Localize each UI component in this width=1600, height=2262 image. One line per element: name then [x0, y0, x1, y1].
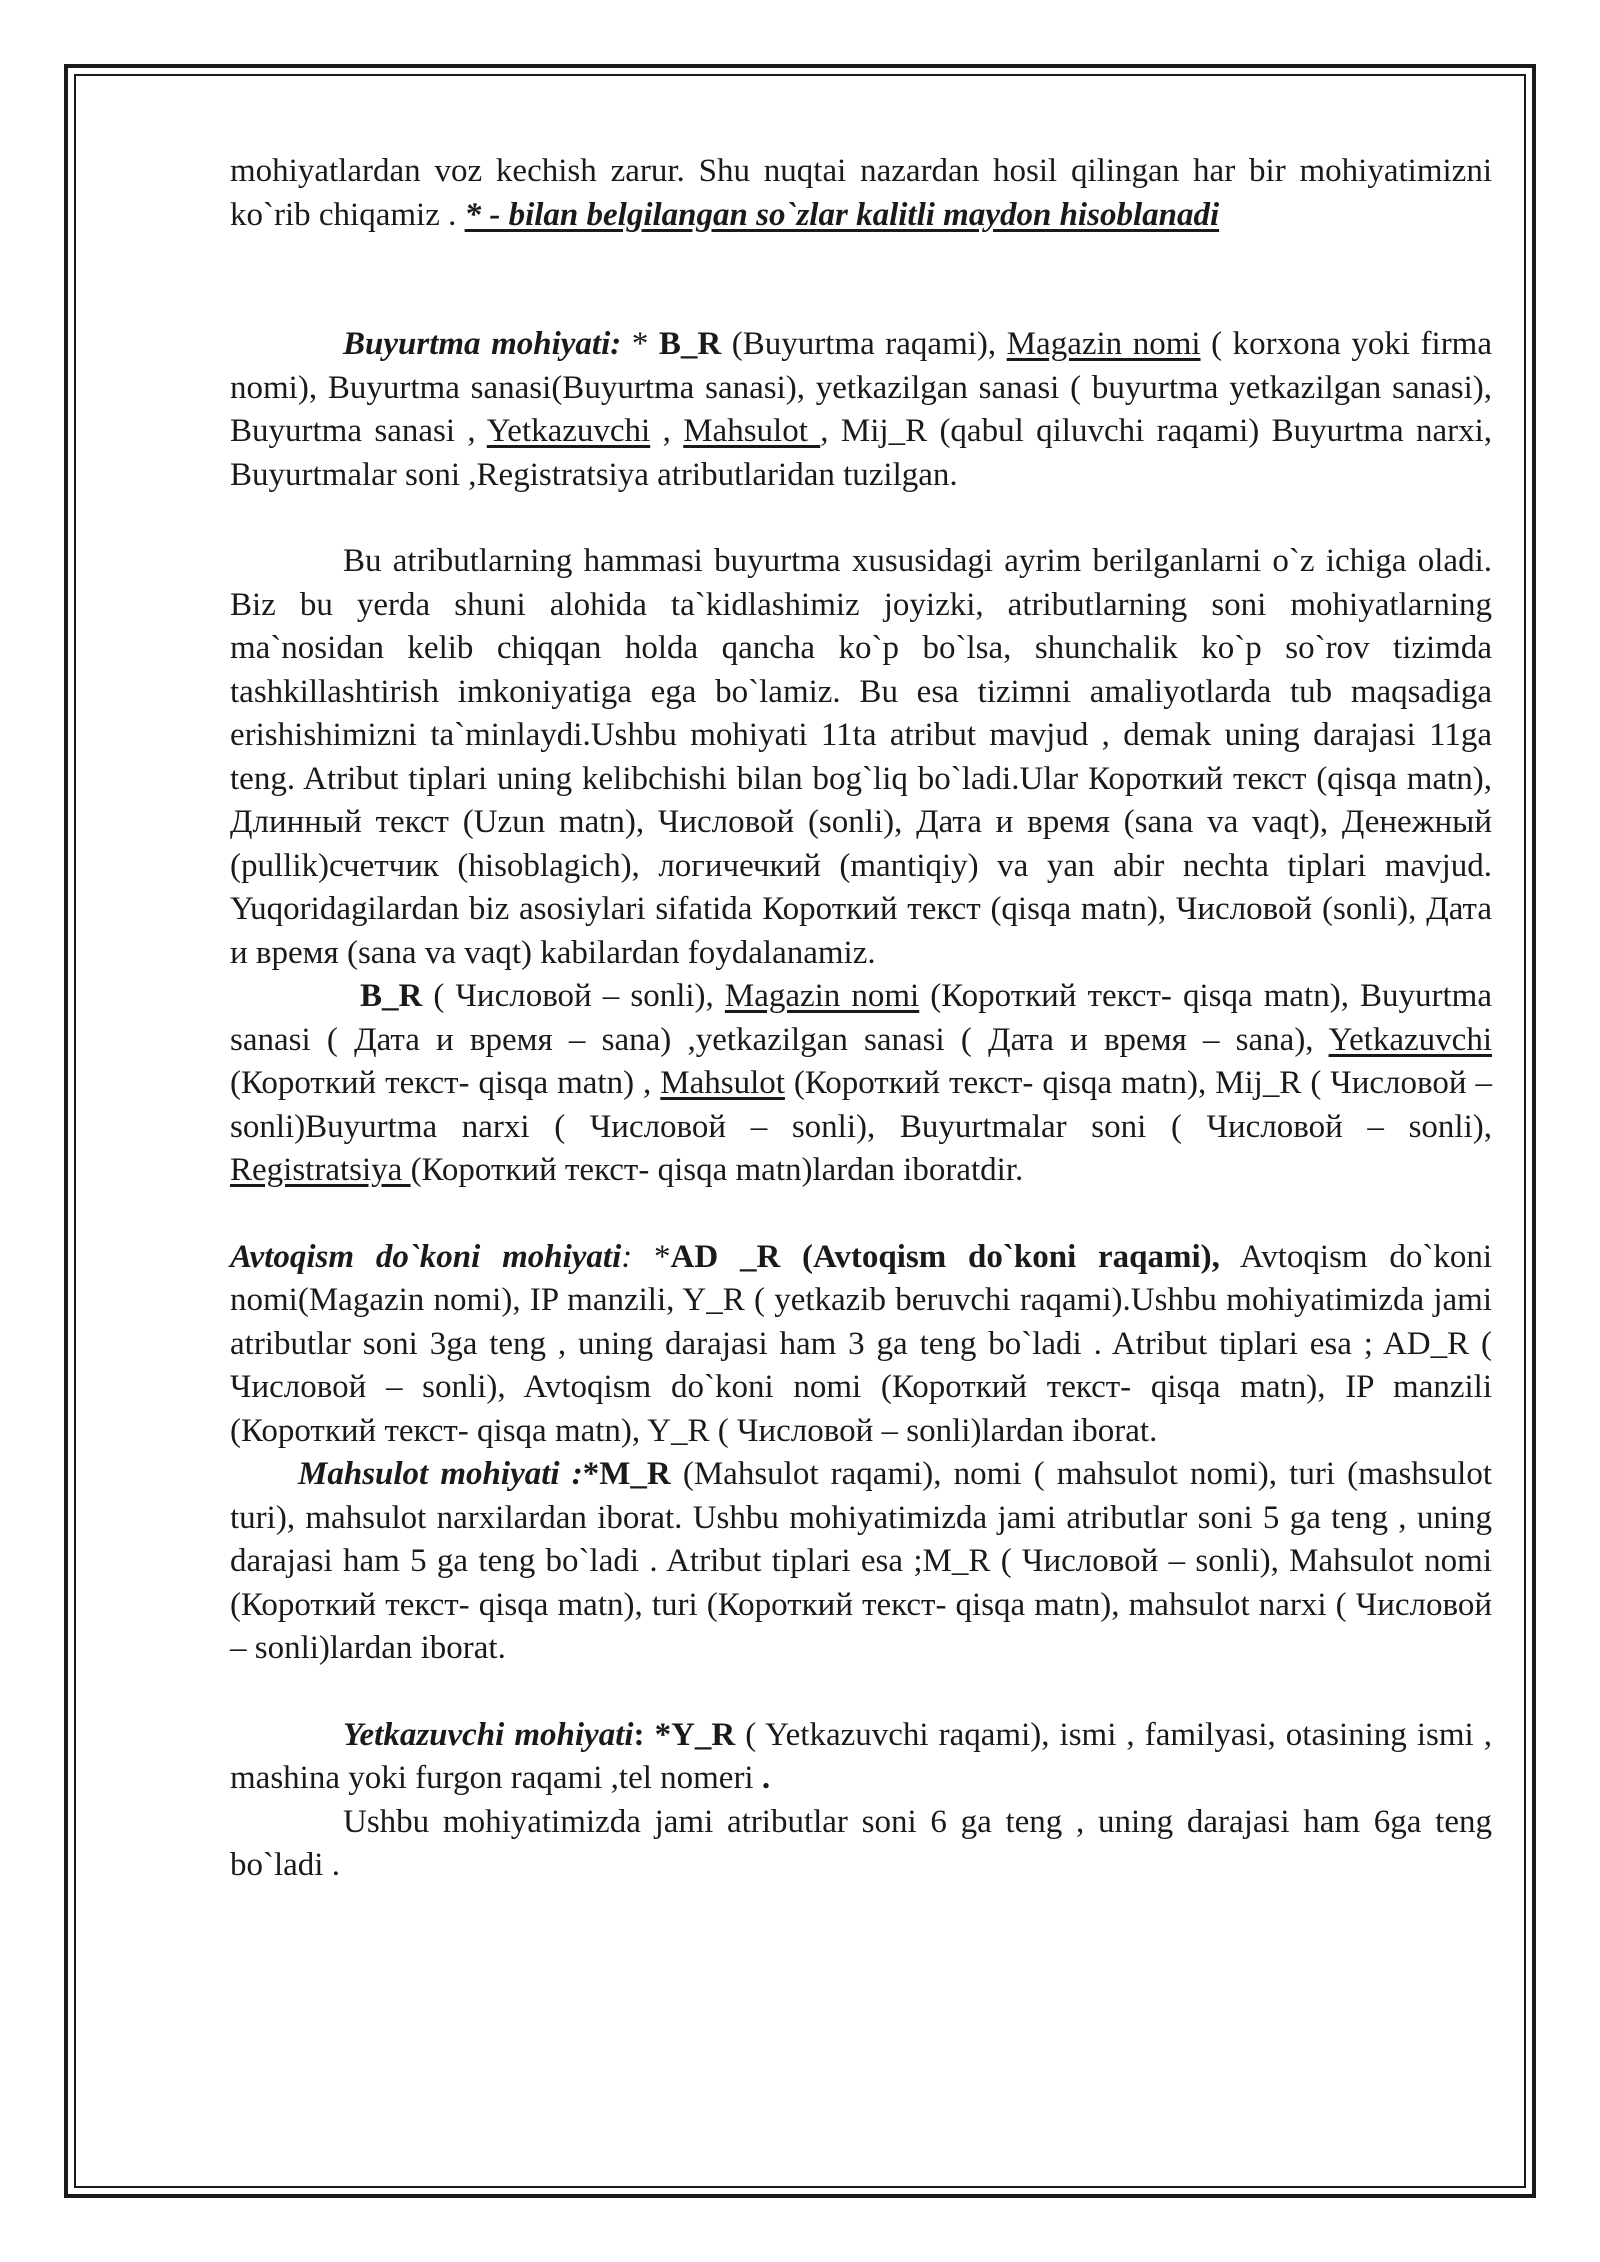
paragraph-avtoqism — [230, 1236, 1492, 1454]
text-run — [645, 1717, 655, 1753]
text-run: (Mahsulot raqami), nomi ( mahsulot nomi), turi (mashsulot turi), mahsulot narxilardan iborat. Ushbu mohiyatimizda jami atributlar soni 5 ga teng , uning darajasi ham 5 ga teng bo`ladi . Atribut tiplari esa ;M_R ( Числовой – sonli), Mahsulot nomi (Короткий текст- qisqa matn), turi (Короткий текст- qisqa matn), mahsulot narxi ( Числовой – sonli)lardan iborat. — [230, 1456, 1492, 1666]
avtoqism-heading: Avtoqism do`koni mohiyati — [230, 1238, 622, 1275]
underlined-yetkazuvchi: Yetkazuvchi — [1328, 1021, 1492, 1058]
text-run: Avtoqism do`koni nomi(Magazin nomi), IP manzili, Y_R ( yetkazib beruvchi raqami).Ushbu mohiyatimizda jami atributlar soni 3ga teng , uning darajasi ham 3 ga teng bo`ladi . Atribut tiplari esa ; AD_R ( Числовой – sonli), Avtoqism do`koni nomi (Короткий текст- qisqa matn), IP manzili (Короткий текст- qisqa matn), Y_R ( Числовой – sonli)lardan iborat. — [230, 1238, 1492, 1449]
text-run: , — [650, 413, 684, 449]
text-run: ( Yetkazuvchi raqami), ismi , familyasi, otasining ismi , mashina yoki furgon raqami ,tel nomeri — [230, 1716, 1492, 1796]
text-run: (Короткий текст- qisqa matn) , — [230, 1065, 661, 1101]
text-run: : — [621, 1238, 633, 1275]
text-run: * — [621, 326, 659, 362]
paragraph-mahsulot — [230, 1453, 1492, 1671]
paragraph-atribut-tiplari — [230, 975, 1492, 1193]
underlined-yetkazuvchi: Yetkazuvchi — [486, 413, 651, 449]
mahsulot-key: *M_R — [582, 1456, 671, 1492]
paragraph-atributlar: Bu atributlarning hammasi buyurtma xususidagi ayrim berilganlarni o`z ichiga oladi. Biz bu yerda shuni alohida ta`kidlashimiz joyizki, atributlarning soni mohiyatlarning ma`nosidan kelib chiqqan holda qancha ko`p bo`lsa, shunchalik ko`p so`rov tizimda tashkillashtirish imkoniyatiga ega bo`lamiz. Bu esa tizimni amaliyotlarda tub maqsadiga erishishimizni ta`minlaydi.Ushbu mohiyati 11ta atribut mavjud , demak uning darajasi 11ga teng. Atribut tiplari uning kelibchishi bilan bog`liq bo`ladi.Ular Короткий текст (qisqa matn), Длинный текст (Uzun matn), Числовой (sonli), Дата и время (sana va vaqt), Денежный (pullik)счетчик (hisoblagich), логичечкий (mantiqiy) va yan abir nechta tiplari mavjud. Yuqoridagilardan biz asosiylari sifatida Короткий текст (qisqa matn), Числовой (sonli), Дата и время (sana va vaqt) kabilardan foydalanamiz. — [230, 543, 1492, 971]
intro-text: mohiyatlardan voz kechish zarur. Shu nuqtai nazardan hosil qilingan har bir mohiyatimizni ko`rib chiqamiz . — [230, 153, 1492, 233]
yetkazuvchi-heading: Yetkazuvchi mohiyati — [343, 1716, 634, 1753]
text-run: ( korxona yoki firma nomi), Buyurtma sanasi(Buyurtma sanasi), yetkazilgan sanasi ( buyurtma yetkazilgan sanasi), Buyurtma sanasi , — [230, 326, 1492, 449]
buyurtma-key: B_R — [658, 326, 722, 362]
underlined-magazin-nomi: Magazin nomi — [724, 978, 920, 1014]
text-run: * — [632, 1238, 671, 1275]
paragraph-yetkazuvchi — [230, 1714, 1492, 1801]
br-key: B_R — [360, 978, 423, 1014]
underlined-mahsulot: Mahsulot — [683, 413, 821, 449]
underlined-magazin-nomi: Magazin nomi — [1006, 326, 1201, 362]
paragraph-buyurtma — [230, 323, 1492, 497]
text-run: : — [633, 1716, 645, 1753]
spacer — [230, 497, 1492, 540]
text-run: (Короткий текст- qisqa matn), Buyurtma sanasi ( Дата и время – sana) ,yetkazilgan sanasi ( Дата и время – sana), — [230, 978, 1492, 1058]
spacer — [230, 237, 1492, 323]
text-run: (Короткий текст- qisqa matn), Mij_R ( Числовой – sonli)Buyurtma narxi ( Числовой – sonli), Buyurtmalar soni ( Числовой – sonli), — [230, 1065, 1492, 1145]
buyurtma-heading: Buyurtma mohiyati: — [343, 326, 622, 362]
text-run: ( Числовой – sonli), — [422, 978, 725, 1014]
spacer — [230, 1193, 1492, 1236]
paragraph-intro — [230, 150, 1492, 237]
paragraph-yetkazuvchi-summary: Ushbu mohiyatimizda jami atributlar soni 6 ga teng , uning darajasi ham 6ga teng bo`ladi . — [230, 1803, 1492, 1883]
text-run: . — [761, 1760, 771, 1796]
avtoqism-key: AD _R (Avtoqism do`koni raqami), — [670, 1238, 1220, 1275]
spacer — [230, 1671, 1492, 1714]
yetkazuvchi-key: *Y_R — [654, 1716, 736, 1753]
document-body — [230, 150, 1492, 1888]
underlined-mahsulot: Mahsulot — [660, 1065, 785, 1101]
text-run: (Buyurtma raqami), — [721, 326, 1007, 362]
mahsulot-heading: Mahsulot mohiyati : — [298, 1456, 583, 1492]
key-field-note: * - bilan belgilangan so`zlar kalitli maydon hisoblanadi — [464, 196, 1220, 233]
text-run: (Короткий текст- qisqa matn)lardan iboratdir. — [410, 1152, 1024, 1188]
underlined-registratsiya: Registratsiya — [230, 1152, 411, 1188]
text-run: , Mij_R (qabul qiluvchi raqami) Buyurtma narxi, Buyurtmalar soni ,Registratsiya atributlaridan tuzilgan. — [230, 413, 1493, 493]
